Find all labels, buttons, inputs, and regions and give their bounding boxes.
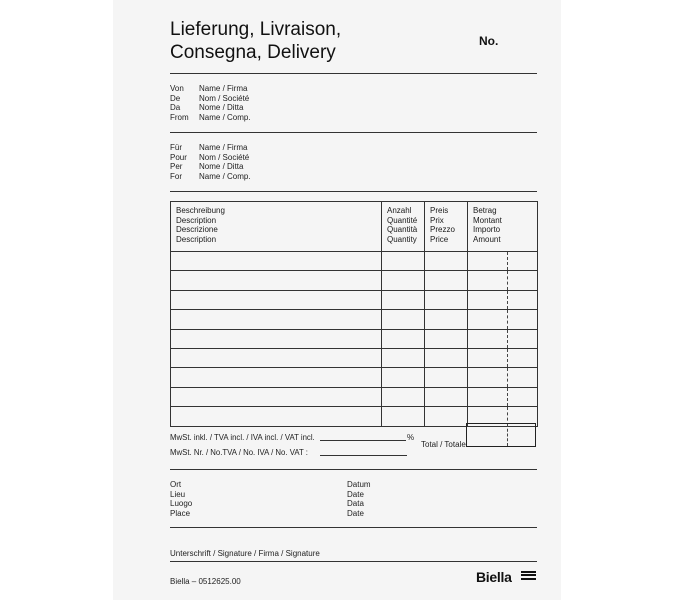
price-cell[interactable] bbox=[425, 329, 468, 348]
item-row bbox=[171, 252, 538, 271]
quantity-header: Anzahl Quantité Quantità Quantity bbox=[382, 202, 425, 252]
price-cell[interactable] bbox=[425, 271, 468, 290]
quantity-cell[interactable] bbox=[382, 348, 425, 367]
description-cell[interactable] bbox=[171, 329, 382, 348]
description-cell[interactable] bbox=[171, 271, 382, 290]
sender-lang: De bbox=[170, 93, 181, 103]
quantity-cell[interactable] bbox=[382, 407, 425, 426]
sender-field: Name / Comp. bbox=[199, 112, 251, 122]
divider bbox=[170, 469, 537, 470]
date-label: Date bbox=[347, 489, 364, 499]
description-cell[interactable] bbox=[171, 290, 382, 309]
vat-number-line[interactable] bbox=[320, 455, 407, 456]
recipient-lang: Per bbox=[170, 162, 183, 171]
recipient-fields bbox=[199, 143, 251, 181]
amount-cell[interactable] bbox=[468, 252, 538, 271]
amount-cell[interactable] bbox=[468, 329, 538, 348]
number-label: No. bbox=[479, 34, 499, 48]
sender-lang: Da bbox=[170, 103, 181, 112]
quantity-cell[interactable] bbox=[382, 252, 425, 271]
place-label: Ort bbox=[170, 480, 182, 489]
quantity-cell[interactable] bbox=[382, 271, 425, 290]
description-cell[interactable] bbox=[171, 387, 382, 406]
description-cell[interactable] bbox=[171, 368, 382, 387]
divider bbox=[170, 73, 537, 74]
signature-label: Unterschrift / Signature / Firma / Signature bbox=[170, 549, 320, 558]
place-label: Luogo bbox=[170, 499, 193, 508]
signature-line[interactable] bbox=[170, 561, 537, 562]
quantity-cell[interactable] bbox=[382, 387, 425, 406]
vat-percent-sign: % bbox=[407, 433, 415, 442]
place-label: Place bbox=[170, 508, 191, 518]
quantity-cell[interactable] bbox=[382, 290, 425, 309]
vat-included-label: MwSt. inkl. / TVA incl. / IVA incl. / VAT incl. bbox=[170, 433, 315, 442]
total-amount-box[interactable] bbox=[466, 423, 536, 447]
sender-languages bbox=[170, 84, 189, 122]
place-label: Lieu bbox=[170, 489, 186, 499]
description-cell[interactable] bbox=[171, 310, 382, 329]
price-cell[interactable] bbox=[425, 407, 468, 426]
amount-cell[interactable] bbox=[468, 271, 538, 290]
price-cell[interactable] bbox=[425, 348, 468, 367]
description-header: Beschreibung Description Descrizione Description bbox=[171, 202, 382, 252]
recipient-lang: Pour bbox=[170, 152, 187, 162]
sender-field: Name / Firma bbox=[199, 84, 248, 93]
item-row bbox=[171, 310, 538, 329]
recipient-lang: For bbox=[170, 171, 182, 181]
items-table bbox=[170, 201, 538, 427]
amount-cell[interactable] bbox=[468, 348, 538, 367]
quantity-cell[interactable] bbox=[382, 368, 425, 387]
price-cell[interactable] bbox=[425, 387, 468, 406]
description-cell[interactable] bbox=[171, 252, 382, 271]
recipient-field: Nom / Société bbox=[199, 152, 250, 162]
form-title-line-1: Lieferung, Livraison, bbox=[170, 19, 342, 40]
recipient-field: Name / Comp. bbox=[199, 171, 251, 181]
vat-rate-line[interactable] bbox=[320, 440, 406, 441]
amount-header: Betrag Montant Importo Amount bbox=[468, 202, 538, 252]
sender-lang: Von bbox=[170, 84, 184, 93]
amount-cell[interactable] bbox=[468, 387, 538, 406]
date-labels bbox=[347, 480, 371, 518]
item-row bbox=[171, 271, 538, 290]
recipient-languages bbox=[170, 143, 187, 181]
sender-fields bbox=[199, 84, 251, 122]
item-row bbox=[171, 368, 538, 387]
price-cell[interactable] bbox=[425, 252, 468, 271]
item-row bbox=[171, 290, 538, 309]
sender-field: Nom / Société bbox=[199, 93, 250, 103]
biella-logo: Biella bbox=[476, 569, 512, 585]
article-number: Biella – 0512625.00 bbox=[170, 577, 241, 586]
recipient-field: Name / Firma bbox=[199, 143, 248, 152]
recipient-field: Nome / Ditta bbox=[199, 162, 244, 171]
sender-field: Nome / Ditta bbox=[199, 103, 244, 112]
item-row bbox=[171, 329, 538, 348]
item-row bbox=[171, 387, 538, 406]
items-header-row bbox=[171, 202, 538, 252]
amount-cell[interactable] bbox=[468, 310, 538, 329]
price-cell[interactable] bbox=[425, 310, 468, 329]
divider bbox=[170, 527, 537, 528]
amount-cell[interactable] bbox=[468, 368, 538, 387]
biella-logo-mark-icon bbox=[521, 571, 536, 583]
quantity-cell[interactable] bbox=[382, 329, 425, 348]
item-row bbox=[171, 348, 538, 367]
recipient-lang: Für bbox=[170, 143, 182, 152]
place-labels bbox=[170, 480, 192, 518]
date-label: Datum bbox=[347, 480, 371, 489]
date-label: Data bbox=[347, 499, 364, 508]
form-title-line-2: Consegna, Delivery bbox=[170, 42, 336, 63]
vat-number-label: MwSt. Nr. / No.TVA / No. IVA / No. VAT : bbox=[170, 448, 308, 457]
description-cell[interactable] bbox=[171, 348, 382, 367]
price-header: Preis Prix Prezzo Price bbox=[425, 202, 468, 252]
price-cell[interactable] bbox=[425, 368, 468, 387]
amount-cell[interactable] bbox=[468, 290, 538, 309]
form-title bbox=[170, 18, 341, 64]
divider bbox=[170, 191, 537, 192]
date-label: Date bbox=[347, 508, 364, 518]
total-label: Total / Totale bbox=[421, 440, 466, 449]
divider bbox=[170, 132, 537, 133]
quantity-cell[interactable] bbox=[382, 310, 425, 329]
sender-lang: From bbox=[170, 112, 189, 122]
price-cell[interactable] bbox=[425, 290, 468, 309]
description-cell[interactable] bbox=[171, 407, 382, 426]
